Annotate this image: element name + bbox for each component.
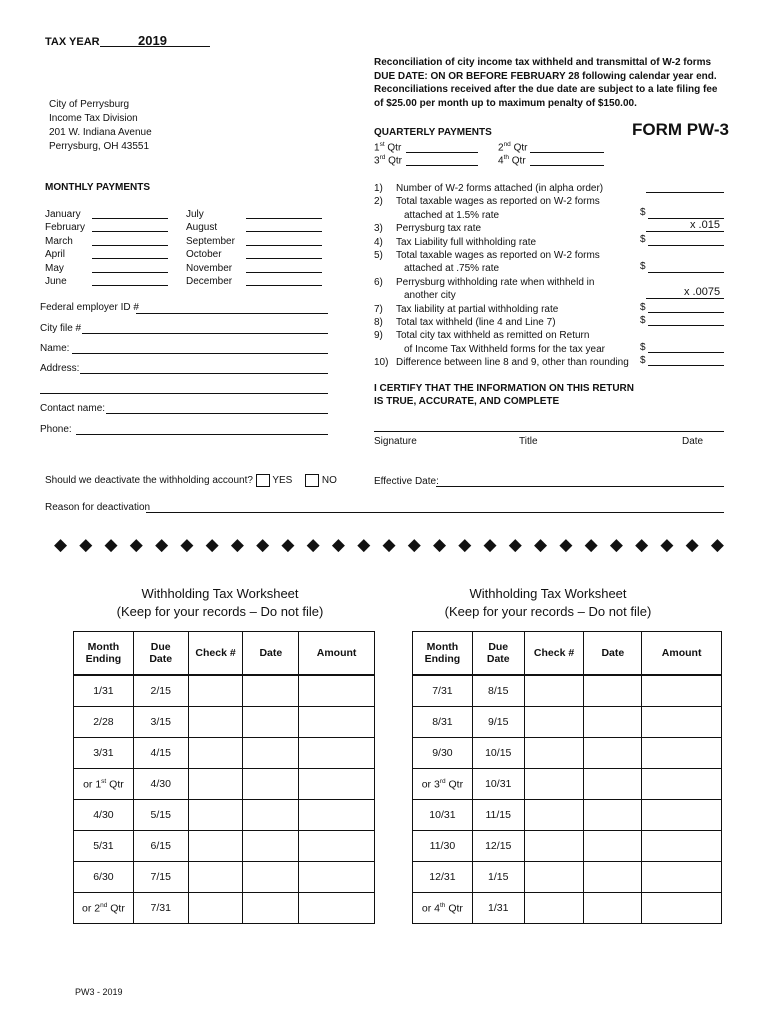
federal-id-input[interactable]: [136, 313, 328, 314]
line-text: another city: [404, 290, 456, 302]
line-number: 4): [374, 236, 383, 248]
table-row: 4/30 5/15: [74, 800, 375, 831]
monthly-payments-title: MONTHLY PAYMENTS: [45, 182, 151, 193]
line-number: 5): [374, 250, 383, 262]
address-label: Address:: [40, 363, 80, 374]
quarterly-payments-title: QUARTERLY PAYMENTS: [374, 127, 492, 138]
table-header-row: [74, 632, 375, 676]
line-numbers: [374, 182, 388, 370]
header-due-date: Due Date: [133, 632, 188, 676]
line-texts: [396, 182, 629, 370]
worksheet-left-table: [73, 631, 375, 924]
line-number: [374, 209, 388, 222]
dollar-sign: $: [640, 234, 646, 245]
address-line: Perrysburg, OH 43551: [49, 141, 150, 152]
q4-input-line[interactable]: [530, 165, 604, 166]
line-text: Tax Liability full withholding rate: [396, 236, 537, 248]
header-due-date: Due Date: [472, 632, 524, 676]
rate-0075: x .0075: [684, 286, 721, 298]
line-text: Total city tax withheld as remitted on Return: [396, 330, 590, 342]
yes-label: YES: [272, 475, 293, 487]
month-input-line[interactable]: [92, 258, 168, 259]
dollar-sign: $: [640, 261, 646, 272]
line-text: Total tax withheld (line 4 and Line 7): [396, 317, 556, 329]
line7-amount-input[interactable]: [648, 312, 724, 313]
deactivate-question: Should we deactivate the withholding account?: [45, 475, 253, 487]
header-month-ending: Month Ending: [413, 632, 473, 676]
city-file-input[interactable]: [82, 333, 328, 334]
form-title: FORM PW-3: [632, 120, 729, 139]
line-number: 7): [374, 303, 383, 315]
table-row: or 2nd Qtr 7/31: [74, 893, 375, 924]
month-input-line[interactable]: [246, 258, 322, 259]
month-input-line[interactable]: [246, 285, 322, 286]
name-input[interactable]: [72, 353, 328, 354]
line-text: attached at .75% rate: [404, 263, 500, 275]
month-input-line[interactable]: [92, 285, 168, 286]
yes-checkbox[interactable]: [256, 474, 270, 487]
month-label: January: [45, 209, 81, 220]
line3-rate-line: [646, 231, 724, 232]
line-text: Total taxable wages as reported on W-2 forms: [396, 196, 600, 208]
rate-015: x .015: [690, 219, 720, 231]
dollar-sign: $: [640, 207, 646, 218]
header-check: Check #: [188, 632, 243, 676]
monthly-left-column: [45, 208, 85, 288]
no-label: NO: [321, 475, 337, 487]
reason-input[interactable]: [146, 512, 724, 513]
name-label: Name:: [40, 343, 70, 354]
address-input[interactable]: [80, 373, 328, 374]
reconciliation-notice: [374, 56, 734, 110]
city-address: [49, 98, 152, 154]
effective-date-label: Effective Date:: [374, 476, 439, 487]
q4-label: 4th Qtr: [498, 154, 526, 167]
month-label: February: [45, 222, 86, 234]
contact-input[interactable]: [106, 413, 328, 414]
table-row: 8/31 9/15: [413, 707, 722, 738]
line1-amount-input[interactable]: [646, 192, 724, 193]
table-row: or 3rd Qtr 10/31: [413, 769, 722, 800]
federal-id-label: Federal employer ID #: [40, 302, 139, 313]
dollar-sign: $: [640, 315, 646, 326]
line-number: 9): [374, 330, 383, 342]
signature-label: Signature: [374, 436, 417, 447]
table-row: 10/31 11/15: [413, 800, 722, 831]
table-row: 2/28 3/15: [74, 707, 375, 738]
tax-year-label: TAX YEAR: [45, 36, 100, 48]
table-row: 9/30 10/15: [413, 738, 722, 769]
header-amount: Amount: [642, 632, 722, 676]
worksheet-right-table: [412, 631, 722, 924]
header-date: Date: [584, 632, 642, 676]
q2-input-line[interactable]: [530, 152, 604, 153]
month-input-line[interactable]: [246, 272, 322, 273]
line-number: 6): [374, 276, 383, 288]
line4-amount-input[interactable]: [648, 245, 724, 246]
certification: [374, 382, 634, 409]
dollar-sign: $: [640, 302, 646, 313]
effective-date-input[interactable]: [436, 486, 724, 487]
month-label: September: [186, 235, 235, 247]
line-number: 1): [374, 183, 383, 194]
line-number: 3): [374, 223, 383, 235]
table-row: or 1st Qtr 4/30: [74, 769, 375, 800]
line-number: 8): [374, 317, 383, 329]
table-row: 5/31 6/15: [74, 831, 375, 862]
line9-amount-input[interactable]: [648, 352, 724, 353]
q3-input-line[interactable]: [406, 165, 478, 166]
dollar-sign: $: [640, 342, 646, 353]
month-input-line[interactable]: [246, 231, 322, 232]
city-file-label: City file #: [40, 323, 82, 334]
month-label: March: [45, 235, 73, 247]
month-input-line[interactable]: [92, 218, 168, 219]
line-number: [374, 289, 388, 302]
address-line: 201 W. Indiana Avenue: [49, 127, 152, 138]
recon-line: DUE DATE: ON OR BEFORE FEBRUARY 28 following calendar year end.: [374, 70, 717, 82]
header-month-ending: Month Ending: [74, 632, 134, 676]
dollar-sign: $: [640, 355, 646, 366]
table-row: 11/30 12/15: [413, 831, 722, 862]
line8-amount-input[interactable]: [648, 325, 724, 326]
line-text: Total taxable wages as reported on W-2 forms: [396, 250, 600, 262]
line-number: [374, 262, 388, 275]
contact-label: Contact name:: [40, 403, 106, 414]
title-label: Title: [519, 436, 538, 447]
q1-label: 1st Qtr: [374, 141, 402, 154]
month-label: June: [45, 276, 67, 288]
recon-line: of $25.00 per month up to maximum penalty of $150.00.: [374, 97, 637, 109]
line-text: Number of W-2 forms attached (in alpha order): [396, 183, 604, 194]
certify-line: I CERTIFY THAT THE INFORMATION ON THIS RETURN: [374, 383, 634, 394]
table-row: 1/31 2/15: [74, 675, 375, 707]
month-label: August: [186, 222, 218, 234]
certify-line: IS TRUE, ACCURATE, AND COMPLETE: [374, 396, 560, 408]
header-date: Date: [243, 632, 299, 676]
month-label: December: [186, 276, 233, 288]
phone-input[interactable]: [76, 434, 328, 435]
q1-input-line[interactable]: [406, 152, 478, 153]
line6-rate-line: [646, 298, 724, 299]
month-label: October: [186, 249, 222, 261]
table-row: 3/31 4/15: [74, 738, 375, 769]
month-input-line[interactable]: [92, 272, 168, 273]
footer-form-id: PW3 - 2019: [75, 987, 123, 997]
phone-label: Phone:: [40, 424, 72, 435]
header-amount: Amount: [299, 632, 375, 676]
reason-label: Reason for deactivation: [45, 502, 151, 513]
line10-amount-input[interactable]: [648, 365, 724, 366]
month-label: November: [186, 262, 233, 274]
line5-amount-input[interactable]: [648, 272, 724, 273]
deactivate-row: [45, 474, 337, 487]
month-label: May: [45, 262, 64, 274]
date-label: Date: [682, 436, 704, 447]
table-row: 7/31 8/15: [413, 675, 722, 707]
worksheet-right-title: Withholding Tax Worksheet (Keep for your records – Do not file): [444, 586, 652, 619]
line-number: 10): [374, 357, 389, 369]
tax-year-value[interactable]: 2019: [138, 33, 167, 48]
line-text: Perrysburg tax rate: [396, 223, 482, 235]
table-header-row: [413, 632, 722, 676]
q3-label: 3rd Qtr: [374, 154, 403, 167]
line-text: Difference between line 8 and 9, other than rounding: [396, 357, 629, 369]
line-number: 2): [374, 196, 383, 208]
recon-line: Reconciliations received after the due date are subject to a late filing fee: [374, 84, 718, 95]
month-input-line[interactable]: [246, 218, 322, 219]
month-input-line[interactable]: [92, 245, 168, 246]
table-row: 12/31 1/15: [413, 862, 722, 893]
worksheet-left-title: Withholding Tax Worksheet (Keep for your records – Do not file): [116, 586, 324, 619]
table-row: 6/30 7/15: [74, 862, 375, 893]
recon-line: Reconciliation of city income tax withheld and transmittal of W-2 forms: [374, 57, 712, 68]
line-text: of Income Tax Withheld forms for the tax year: [404, 343, 606, 355]
q2-label: 2nd Qtr: [498, 141, 528, 154]
month-label: July: [186, 209, 204, 220]
diamond-divider: ◆ ◆ ◆ ◆ ◆ ◆ ◆ ◆ ◆ ◆ ◆ ◆ ◆ ◆ ◆ ◆ ◆ ◆ ◆ ◆ ◆ ◆ ◆ ◆ ◆ ◆ ◆: [54, 535, 724, 554]
address-line: Income Tax Division: [49, 113, 138, 124]
address-line: City of Perrysburg: [49, 99, 130, 110]
month-input-line[interactable]: [92, 231, 168, 232]
header-check: Check #: [524, 632, 584, 676]
month-input-line[interactable]: [246, 245, 322, 246]
monthly-right-column: [186, 208, 235, 288]
signature-line[interactable]: [374, 431, 724, 432]
line-text: Tax liability at partial withholding rate: [396, 303, 559, 315]
line-text: attached at 1.5% rate: [404, 209, 500, 221]
address-input-2[interactable]: [40, 393, 328, 394]
table-row: or 4th Qtr 1/31: [413, 893, 722, 924]
line-number: [374, 343, 388, 356]
no-checkbox[interactable]: [305, 474, 319, 487]
month-label: April: [45, 249, 66, 261]
line-text: Perrysburg withholding rate when withheld in: [396, 276, 595, 288]
